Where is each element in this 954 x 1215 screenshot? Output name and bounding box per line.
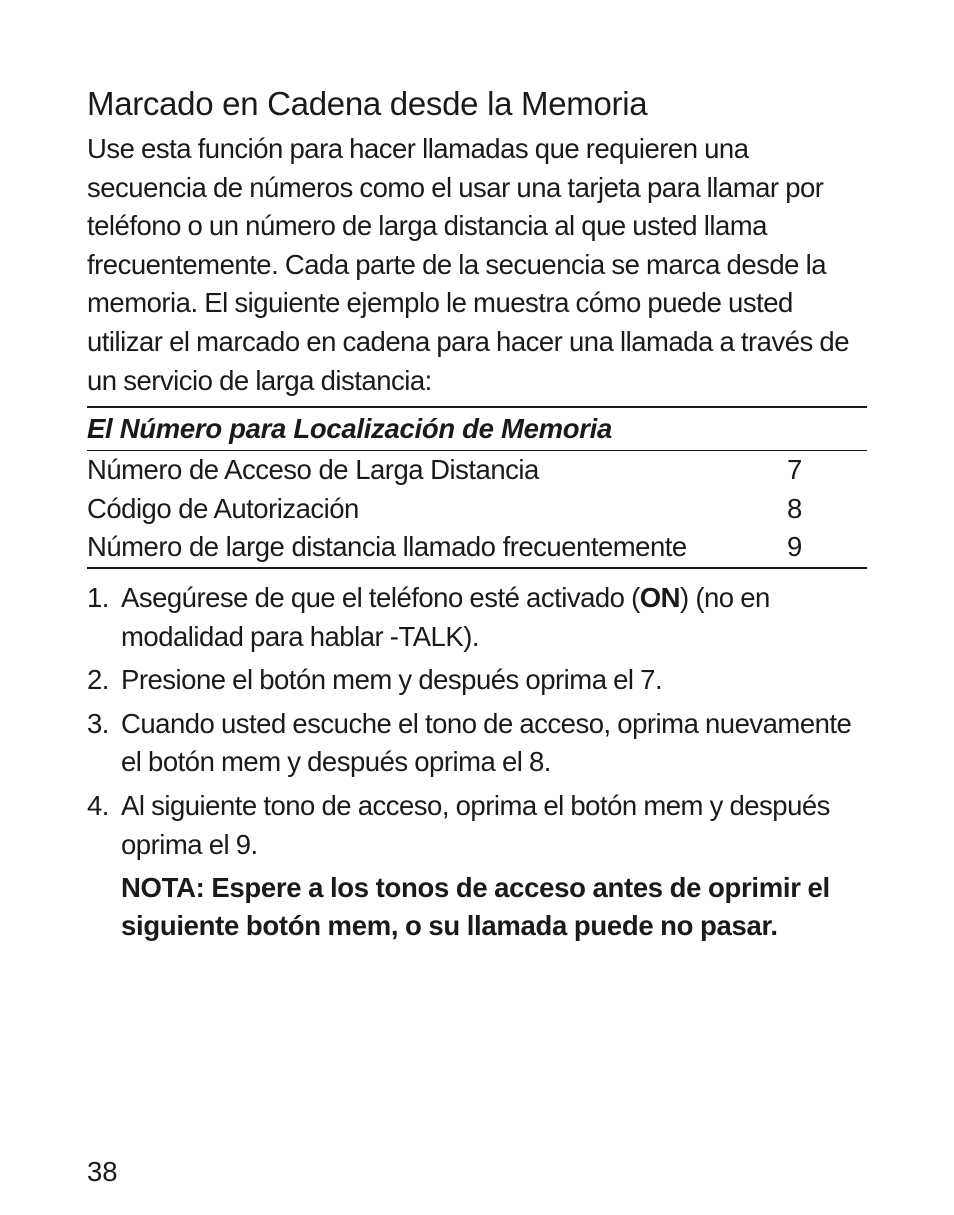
page-content (87, 80, 867, 944)
step-number: 1. (87, 581, 109, 613)
memory-location-table (87, 406, 867, 569)
row-value: 9 (787, 531, 802, 563)
row-label: Número de Acceso de Larga Distancia (87, 454, 539, 486)
step-number: 3. (87, 707, 109, 739)
section-title: Marcado en Cadena desde la Memoria (87, 85, 648, 122)
row-label: Número de large distancia llamado frecuentemente (87, 531, 687, 563)
step-text: Al siguiente tono de acceso, oprima el botón mem y después oprima el 9. (121, 789, 830, 860)
note-text: NOTA: Espere a los tonos de acceso antes de oprimir el siguiente botón mem, o su llamada puede no pasar. (121, 872, 830, 941)
row-value: 7 (787, 454, 802, 486)
step-text: Presione el botón mem y después oprima el 7. (121, 664, 663, 696)
steps-list (87, 579, 867, 944)
table-header: El Número para Localización de Memoria (87, 408, 867, 451)
table-row (87, 490, 867, 529)
row-value: 8 (787, 492, 802, 524)
list-item (87, 661, 867, 700)
intro-paragraph: Use esta función para hacer llamadas que requieren una secuencia de números como el usar una tarjeta para llamar por teléfono o un número de larga distancia al que usted llama frecuentemente. Cada parte de la secuencia se marca desde la memoria. El siguiente ejemplo le muestra cómo puede usted utilizar el marcado en cadena para hacer una llamada a través de un servicio de larga distancia: (87, 133, 850, 396)
on-keyword: ON (639, 581, 681, 613)
list-item (87, 579, 867, 656)
step-text (121, 579, 867, 656)
step-number: 4. (87, 789, 109, 821)
step-text-after: ) (no en modalidad para hablar -TALK). (121, 581, 770, 652)
step-text: Cuando usted escuche el tono de acceso, oprima nuevamente el botón mem y después oprima el 8. (121, 707, 852, 778)
step-number: 2. (87, 664, 109, 696)
row-label: Código de Autorización (87, 492, 359, 524)
page-number: 38 (87, 1156, 118, 1187)
table-row (87, 451, 867, 490)
list-item (87, 705, 867, 782)
table-row (87, 528, 867, 567)
step-text-before: Asegúrese de que el teléfono esté activado ( (121, 581, 640, 613)
list-item (87, 787, 867, 864)
